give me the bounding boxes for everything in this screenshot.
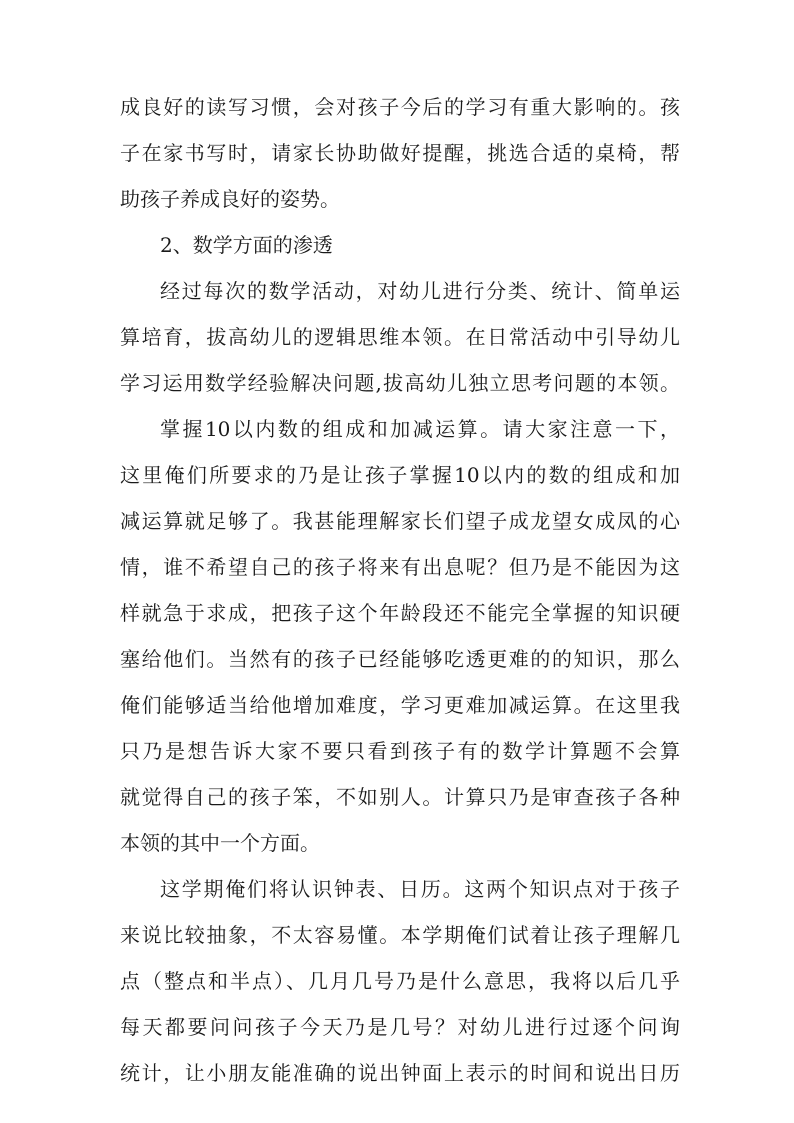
text-line: 算培育，拔高幼儿的逻辑思维本领。在日常活动中引导幼儿: [120, 325, 680, 349]
text-line: 这学期俺们将认识钟表、日历。这两个知识点对于孩子: [160, 877, 680, 901]
section-heading: 2、数学方面的渗透: [160, 233, 333, 257]
text-line: 每天都要问问孩子今天乃是几号？对幼儿进行过逐个问询: [120, 1015, 680, 1039]
text-line: 子在家书写时，请家长协助做好提醒，挑选合适的桌椅，帮: [120, 141, 680, 165]
text-line: 点（整点和半点）、几月几号乃是什么意思，我将以后几乎: [120, 969, 680, 993]
text-line: 助孩子养成良好的姿势。: [120, 187, 340, 211]
text-line: 塞给他们。当然有的孩子已经能够吃透更难的的知识，那么: [120, 647, 680, 671]
text-line: 就觉得自己的孩子笨，不如别人。计算只乃是审查孩子各种: [120, 785, 680, 809]
text-line: 学习运用数学经验解决问题,拔高幼儿独立思考问题的本领。: [120, 371, 680, 395]
text-line: 成良好的读写习惯，会对孩子今后的学习有重大影响的。孩: [120, 95, 680, 119]
text-line: 来说比较抽象，不太容易懂。本学期俺们试着让孩子理解几: [120, 923, 680, 947]
text-line: 只乃是想告诉大家不要只看到孩子有的数学计算题不会算: [120, 739, 680, 763]
text-line: 样就急于求成，把孩子这个年龄段还不能完全掌握的知识硬: [120, 601, 680, 625]
text-line: 减运算就足够了。我甚能理解家长们望子成龙望女成凤的心: [120, 509, 680, 533]
text-line: 本领的其中一个方面。: [120, 831, 320, 855]
text-line: 经过每次的数学活动，对幼儿进行分类、统计、简单运: [160, 279, 680, 303]
text-line: 俺们能够适当给他增加难度，学习更难加减运算。在这里我: [120, 693, 680, 717]
text-line: 掌握10以内数的组成和加减运算。请大家注意一下，: [160, 417, 680, 441]
text-line: 这里俺们所要求的乃是让孩子掌握10以内的数的组成和加: [120, 463, 680, 487]
text-line: 情，谁不希望自己的孩子将来有出息呢？但乃是不能因为这: [120, 555, 680, 579]
text-line: 统计，让小朋友能准确的说出钟面上表示的时间和说出日历: [120, 1061, 680, 1085]
